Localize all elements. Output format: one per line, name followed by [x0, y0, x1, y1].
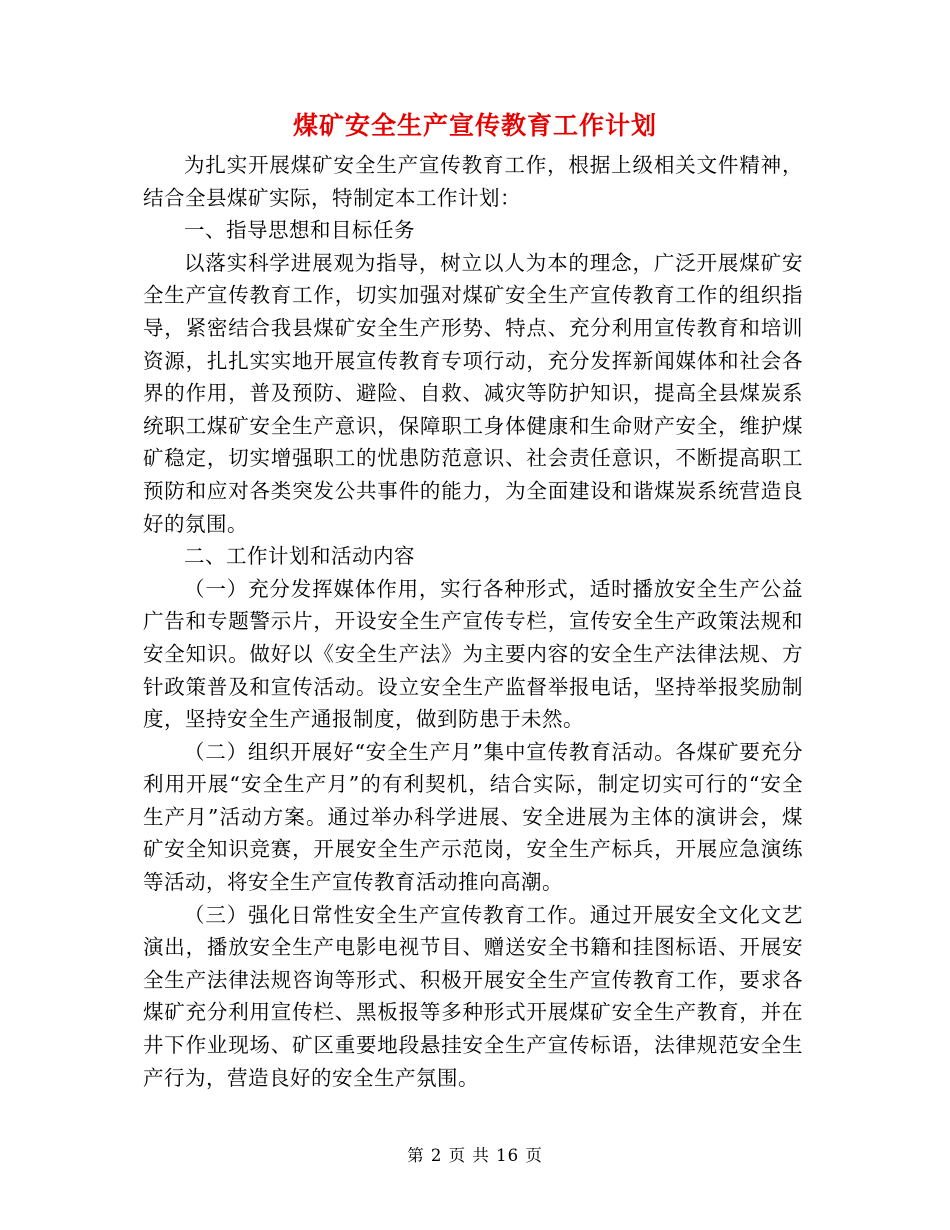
intro-paragraph: 为扎实开展煤矿安全生产宣传教育工作，根据上级相关文件精神，结合全县煤矿实际，特制定本工作计划： [143, 153, 803, 210]
page-number-footer: 第 2 页 共 16 页 [407, 1146, 543, 1165]
document-title: 煤矿安全生产宣传教育工作计划 [292, 111, 657, 140]
section-heading-1: 一、指导思想和目标任务 [184, 218, 415, 243]
guiding-principle-paragraph: 以落实科学进展观为指导，树立以人为本的理念，广泛开展煤矿安全生产宣传教育工作，切实加强对煤矿安全生产宣传教育工作的组织指导，紧密结合我县煤矿安全生产形势、特点、充分利用宣传教育和培训资源，扎扎实实地开展宣传教育专项行动，充分发挥新闻媒体和社会各界的作用，普及预防、避险、自救、减灾等防护知识，提高全县煤炭系统职工煤矿安全生产意识，保障职工身体健康和生命财产安全，维护煤矿稳定，切实增强职工的忧患防范意识、社会责任意识，不断提高职工预防和应对各类突发公共事件的能力，为全面建设和谐煤炭系统营造良好的氛围。 [143, 250, 803, 536]
plan-item-2: （二）组织开展好“安全生产月”集中宣传教育活动。各煤矿要充分利用开展“安全生产月”的有利契机，结合实际，制定切实可行的“安全生产月”活动方案。通过举办科学进展、安全进展为主体的演讲会，煤矿安全知识竞赛，开展安全生产示范岗，安全生产标兵，开展应急演练等活动，将安全生产宣传教育活动推向高潮。 [143, 739, 803, 895]
section-heading-2: 二、工作计划和活动内容 [184, 544, 415, 569]
plan-item-3: （三）强化日常性安全生产宣传教育工作。通过开展安全文化文艺演出，播放安全生产电影电视节目、赠送安全书籍和挂图标语、开展安全生产法律法规咨询等形式、积极开展安全生产宣传教育工作，要求各煤矿充分利用宣传栏、黑板报等多种形式开展煤矿安全生产教育，并在井下作业现场、矿区重要地段悬挂安全生产宣传标语，法律规范安全生产行为，营造良好的安全生产氛围。 [143, 902, 803, 1090]
plan-item-1: （一）充分发挥媒体作用，实行各种形式，适时播放安全生产公益广告和专题警示片，开设安全生产宣传专栏，宣传安全生产政策法规和安全知识。做好以《安全生产法》为主要内容的安全生产法律法规、方针政策普及和宣传活动。设立安全生产监督举报电话，坚持举报奖励制度，坚持安全生产通报制度，做到防患于未然。 [143, 576, 803, 732]
document-body [143, 149, 803, 1094]
